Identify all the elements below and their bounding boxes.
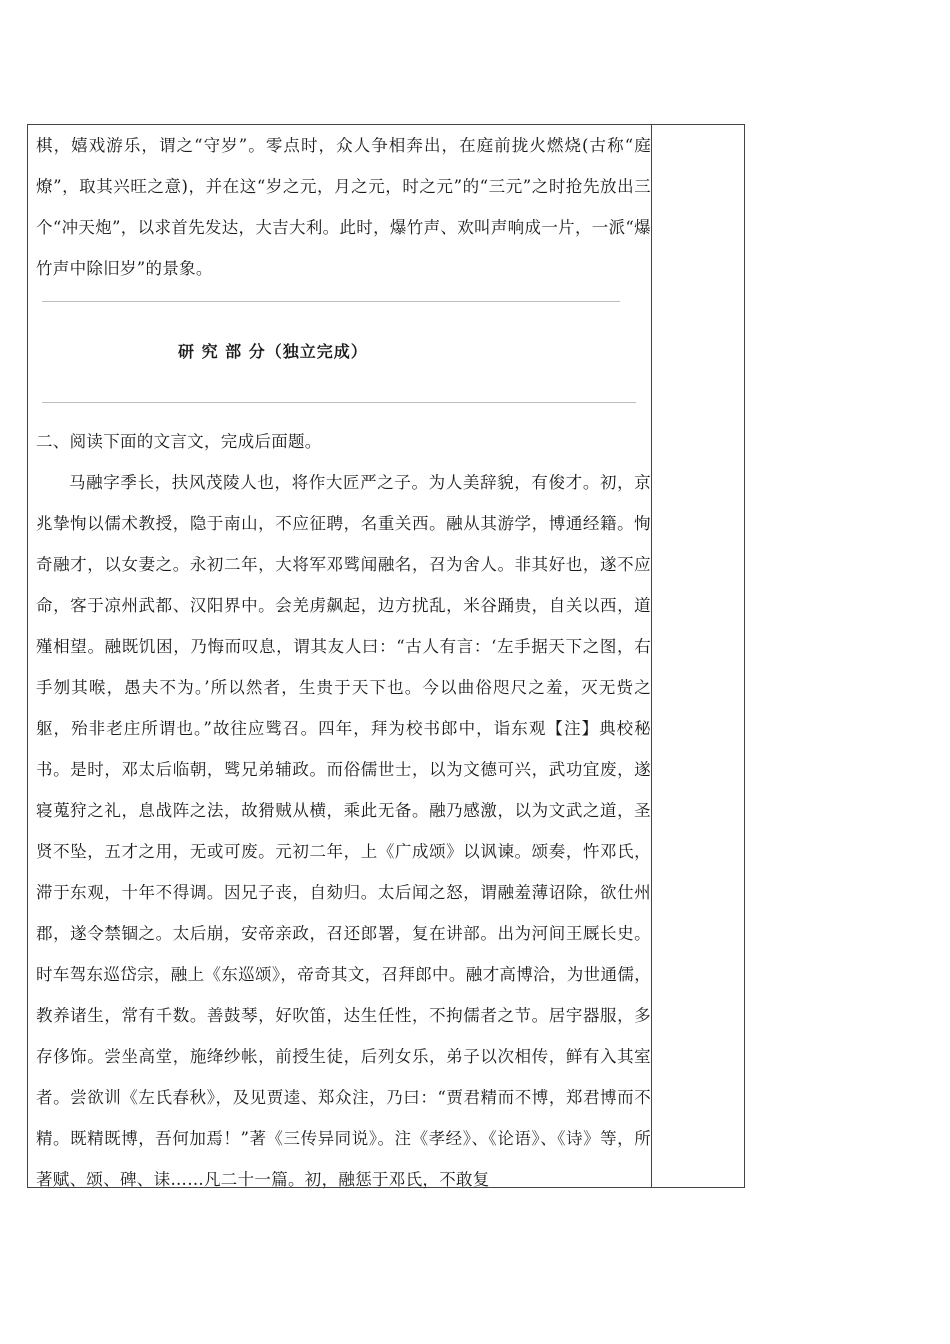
divider-line [42,402,636,403]
column-divider [651,125,652,1187]
section-title: 研 究 部 分（独立完成） [178,342,368,361]
content-table [27,124,745,1188]
question-title: 二、阅读下面的文言文，完成后面题。 [36,432,322,451]
main-cell [28,125,651,1187]
classical-text: 马融字季长，扶风茂陵人也，将作大匠严之子。为人美辞貌，有俊才。初，京兆挚恂以儒术教授，隐于南山，不应征聘，名重关西。融从其游学，博通经籍。恂奇融才，以女妻之。永初二年，大将军邓骘闻融名，召为舍人。非其好也，遂不应命，客于凉州武都、汉阳界中。会羌虏飙起，边方扰乱，米谷踊贵，自关以西，道殣相望。融既饥困，乃悔而叹息，谓其友人曰：“古人有言：‘左手据天下之图，右手刎其喉，愚夫不为。’所以然者，生贵于天下也。今以曲俗咫尺之羞，灭无赀之躯，殆非老庄所谓也。”故往应骘召。四年，拜为校书郎中，诣东观【注】典校秘书。是时，邓太后临朝，骘兄弟辅政。而俗儒世士，以为文德可兴，武功宜废，遂寝蒐狩之礼，息战阵之法，故猾贼从横，乘此无备。融乃感激，以为文武之道，圣贤不坠，五才之用，无或可废。元初二年，上《广成颂》以讽谏。颂奏，忤邓氏，滞于东观，十年不得调。因兄子丧，自劾归。太后闻之怒，谓融羞薄诏除，欲仕州郡，遂令禁锢之。太后崩，安帝亲政，召还郎署，复在讲部。出为河间王厩长史。时车驾东巡岱宗，融上《东巡颂》，帝奇其文，召拜郎中。融才高博洽，为世通儒，教养诸生，常有千数。善鼓琴，好吹笛，达生任性，不拘儒者之节。居宇器服，多存侈饰。尝坐高堂，施绛纱帐，前授生徒，后列女乐，弟子以次相传，鲜有入其室者。尝欲训《左氏春秋》，及见贾逵、郑众注，乃曰：“贾君精而不博，郑君博而不精。既精既博，吾何加焉！”著《三传异同说》。注《孝经》、《论语》、《诗》等，所著赋、颂、碑、诔……凡二十一篇。初，融惩于邓氏，不敢复 [36,473,651,1189]
intro-paragraph: 棋，嬉戏游乐，谓之“守岁”。零点时，众人争相奔出，在庭前拢火燃烧(古称“庭燎”，取其兴旺之意)，并在这“岁之元，月之元，时之元”的“三元”之时抢先放出三个“冲天炮”，以求首先发达，大吉大利。此时，爆竹声、欢叫声响成一片，一派“爆竹声中除旧岁”的景象。 [36,136,651,278]
